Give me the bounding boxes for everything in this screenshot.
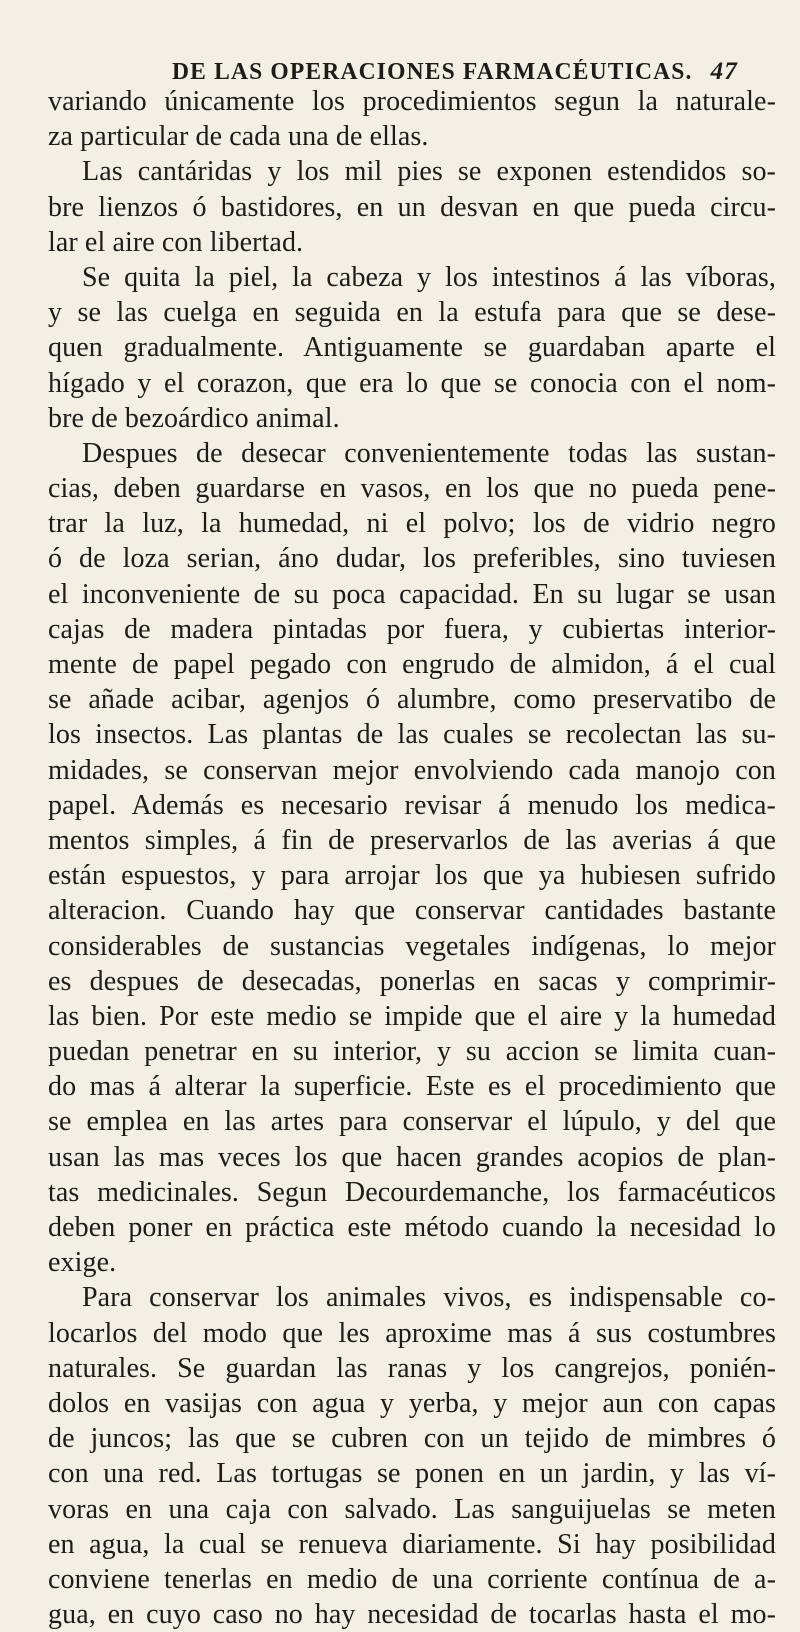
text-line: papel. Además es necesario revisar á menudo los medica- xyxy=(48,789,776,821)
text-line: hígado y el corazon, que era lo que se conocia con el nom- xyxy=(48,367,776,399)
text-line: exige. xyxy=(48,1247,117,1279)
text-line: voras en una caja con salvado. Las sanguijuelas se meten xyxy=(48,1493,776,1525)
text-line: el inconveniente de su poca capacidad. En su lugar se usan xyxy=(48,578,776,610)
text-line: quen gradualmente. Antiguamente se guardaban aparte el xyxy=(48,332,776,364)
text-line: Para conservar los animales vivos, es indispensable co- xyxy=(82,1282,776,1314)
text-line: tas medicinales. Segun Decourdemanche, los farmacéuticos xyxy=(48,1176,776,1208)
text-line: bre lienzos ó bastidores, en un desvan en que pueda circu- xyxy=(48,191,776,223)
text-line: usan las mas veces los que hacen grandes acopios de plan- xyxy=(48,1141,776,1173)
text-line: gua, en cuyo caso no hay necesidad de tocarlas hasta el mo- xyxy=(48,1599,776,1631)
text-line: trar la luz, la humedad, ni el polvo; los de vidrio negro xyxy=(48,508,776,540)
text-line: las bien. Por este medio se impide que el aire y la humedad xyxy=(48,1000,776,1032)
text-line: Las cantáridas y los mil pies se exponen estendidos so- xyxy=(82,156,776,188)
text-line: bre de bezoárdico animal. xyxy=(48,402,340,434)
text-line: ó de loza serian, áno dudar, los preferibles, sino tuviesen xyxy=(48,543,776,575)
text-line: variando únicamente los procedimientos segun la naturale- xyxy=(48,86,776,117)
text-line: están espuestos, y para arrojar los que ya hubiesen sufrido xyxy=(48,860,776,892)
text-line: considerables de sustancias vegetales indígenas, lo mejor xyxy=(48,930,776,962)
text-line: mente de papel pegado con engrudo de almidon, á el cual xyxy=(48,649,776,680)
text-line: deben poner en práctica este método cuando la necesidad lo xyxy=(48,1212,776,1243)
text-line: locarlos del modo que les aproxime mas á sus costumbres xyxy=(48,1317,776,1349)
text-line: lar el aire con libertad. xyxy=(48,226,304,258)
text-line: los insectos. Las plantas de las cuales se recolectan las su- xyxy=(48,719,776,751)
text-line: se emplea en las artes para conservar el lúpulo, y del que xyxy=(48,1106,776,1138)
running-title: DE LAS OPERACIONES FARMACÉUTICAS. xyxy=(172,59,693,85)
text-line: za particular de cada una de ellas. xyxy=(48,121,429,153)
page-number: 47 xyxy=(710,58,738,85)
text-line: cajas de madera pintadas por fuera, y cubiertas interior- xyxy=(48,613,776,645)
text-line: y se las cuelga en seguida en la estufa para que se dese- xyxy=(48,297,776,329)
body-text xyxy=(48,84,776,1632)
text-line: midades, se conservan mejor envolviendo cada manojo con xyxy=(48,754,776,786)
text-line: se añade acibar, agenjos ó alumbre, como preservatibo de xyxy=(48,684,776,716)
text-line: Despues de desecar convenientemente todas las sustan- xyxy=(82,437,776,469)
text-line: puedan penetrar en su interior, y su accion se limita cuan- xyxy=(48,1036,776,1068)
text-line: Se quita la piel, la cabeza y los intestinos á las víboras, xyxy=(82,261,776,293)
text-line: mentos simples, á fin de preservarlos de las averias á que xyxy=(48,824,776,856)
text-line: con una red. Las tortugas se ponen en un jardin, y las ví- xyxy=(48,1458,776,1490)
text-line: alteracion. Cuando hay que conservar cantidades bastante xyxy=(48,895,776,927)
text-line: cias, deben guardarse en vasos, en los que no pueda pene- xyxy=(48,473,776,505)
text-line: do mas á alterar la superficie. Este es el procedimiento que xyxy=(48,1071,776,1103)
running-header xyxy=(172,58,738,86)
text-line: dolos en vasijas con agua y yerba, y mejor aun con capas xyxy=(48,1387,776,1419)
text-line: naturales. Se guardan las ranas y los cangrejos, ponién- xyxy=(48,1352,776,1384)
text-line: es despues de desecadas, ponerlas en sacas y comprimir- xyxy=(48,965,776,997)
text-line: en agua, la cual se renueva diariamente. Si hay posibilidad xyxy=(48,1528,776,1560)
text-line: conviene tenerlas en medio de una corriente contínua de a- xyxy=(48,1563,776,1595)
text-line: de juncos; las que se cubren con un tejido de mimbres ó xyxy=(48,1423,776,1455)
